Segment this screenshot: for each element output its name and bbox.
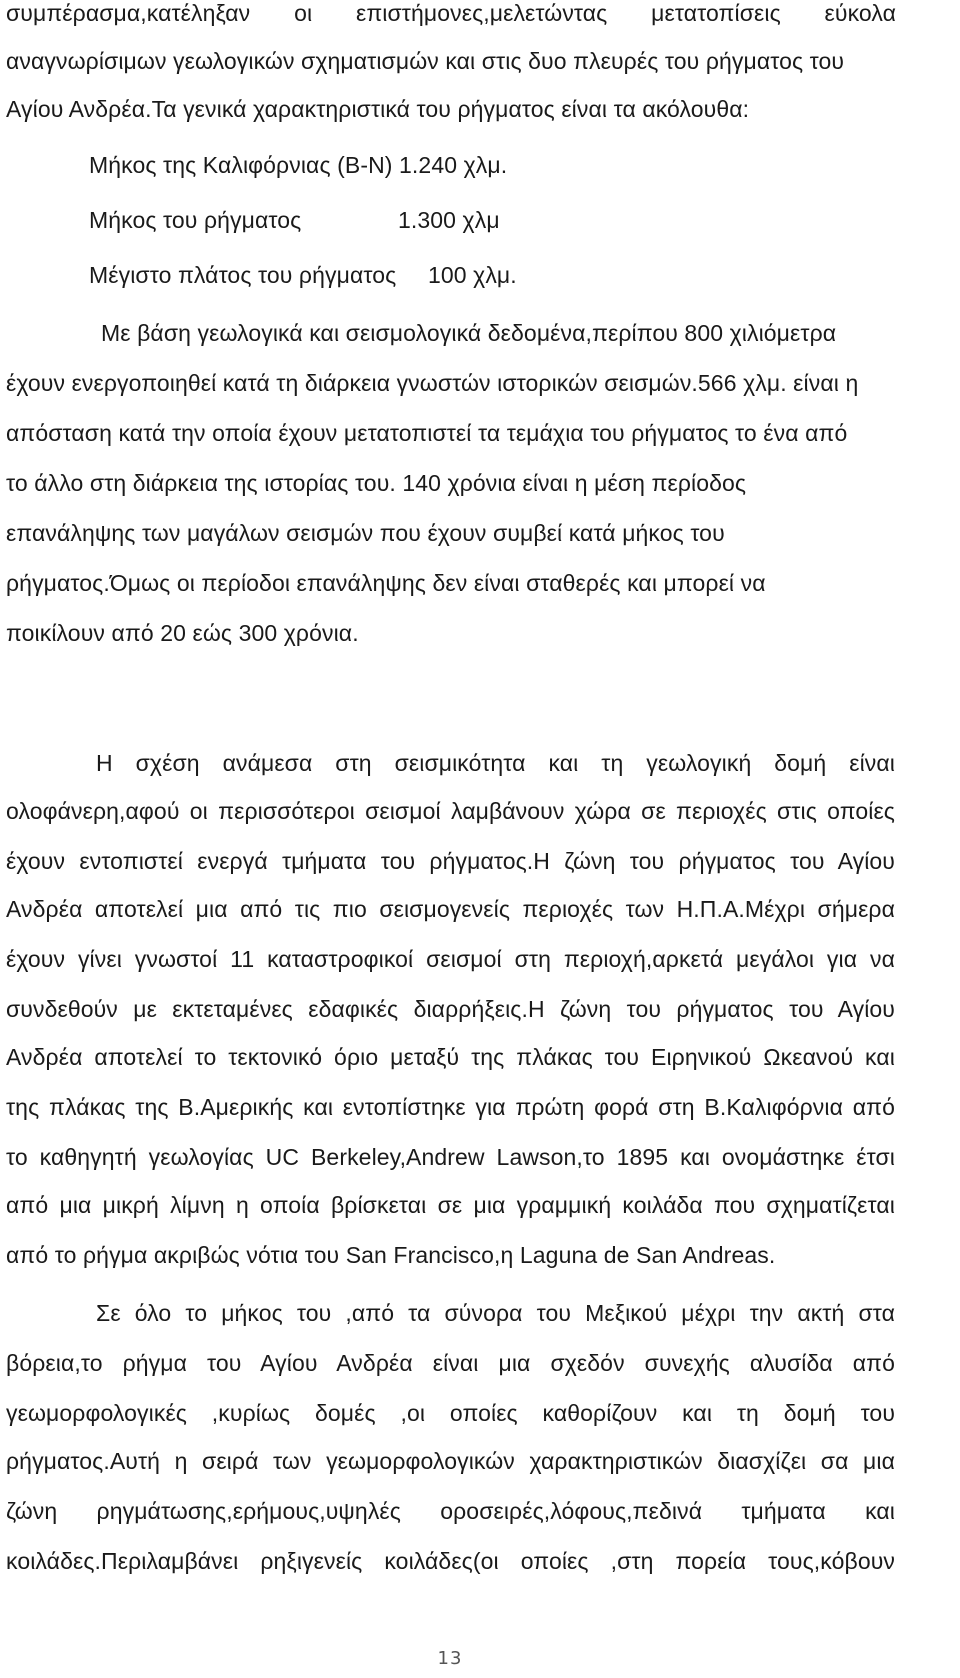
paragraph2-line: συνδεθούν με εκτεταμένες εδαφικές διαρρήξεις.Η ζώνη του ρήγματος του Αγίου <box>6 996 895 1022</box>
fault-length-label: Μήκος του ρήγματος <box>89 207 302 233</box>
max-width-label: Μέγιστο πλάτος του ρήγματος <box>89 262 397 288</box>
paragraph1-line: έχουν ενεργοποιηθεί κατά τη διάρκεια γνωστών ιστορικών σεισμών.566 χλμ. είναι η <box>6 370 859 396</box>
paragraph3-line: Σε όλο το μήκος του ,από τα σύνορα του Μεξικού μέχρι την ακτή στα <box>96 1300 895 1326</box>
paragraph2-line: έχουν γίνει γνωστοί 11 καταστροφικοί σεισμοί στη περιοχή,αρκετά μεγάλοι για να <box>6 946 895 972</box>
paragraph3-line: ζώνη ρηγμάτωσης,ερήμους,υψηλές οροσειρές,λόφους,πεδινά τμήματα και <box>6 1498 895 1524</box>
page-number: 13 <box>437 1648 463 1669</box>
intro-word: επιστήμονες,μελετώντας <box>355 0 608 26</box>
paragraph2-line: της πλάκας της Β.Αμερικής και εντοπίστηκε για πρώτη φορά στη Β.Καλιφόρνια από <box>6 1094 895 1120</box>
paragraph3-line: κοιλάδες.Περιλαμβάνει ρηξιγενείς κοιλάδες(οι οποίες ,στη πορεία τους,κόβουν <box>6 1548 895 1574</box>
intro-word: συμπέρασμα,κατέληξαν <box>6 0 251 26</box>
paragraph1-line: Με βάση γεωλογικά και σεισμολογικά δεδομένα,περίπου 800 χιλιόμετρα <box>101 320 837 346</box>
paragraph3-line: βόρεια,το ρήγμα του Αγίου Ανδρέα είναι μια σχεδόν συνεχής αλυσίδα από <box>6 1350 895 1376</box>
paragraph1-line: ποικίλουν από 20 εώς 300 χρόνια. <box>6 620 359 646</box>
intro-line-2: αναγνωρίσιμων γεωλογικών σχηματισμών και στις δυο πλευρές του ρήγματος του <box>6 48 845 74</box>
paragraph2-line: Η σχέση ανάμεσα στη σεισμικότητα και τη γεωλογική δομή είναι <box>96 750 895 776</box>
intro-word: οι <box>294 0 313 26</box>
max-width-value: 100 χλμ. <box>428 262 517 288</box>
paragraph1-line: το άλλο στη διάρκεια της ιστορίας του. 140 χρόνια είναι η μέση περίοδος <box>6 470 747 496</box>
paragraph2-line: το καθηγητή γεωλογίας UC Berkeley,Andrew Lawson,το 1895 και ονομάστηκε έτσι <box>6 1144 895 1170</box>
paragraph1-line: απόσταση κατά την οποία έχουν μετατοπιστεί τα τεμάχια του ρήγματος το ένα από <box>6 420 848 446</box>
paragraph2-line: από το ρήγμα ακριβώς νότια του San Francisco,η Laguna de San Andreas. <box>6 1242 776 1268</box>
intro-line-3: Αγίου Ανδρέα.Τα γενικά χαρακτηριστικά του ρήγματος είναι τα ακόλουθα: <box>6 96 750 122</box>
california-length: Μήκος της Καλιφόρνιας (Β-Ν) 1.240 χλμ. <box>89 152 508 178</box>
paragraph2-line: από μια μικρή λίμνη η οποία βρίσκεται σε μια γραμμική κοιλάδα που σχηματίζεται <box>6 1192 895 1218</box>
intro-word: μετατοπίσεις <box>651 0 781 26</box>
paragraph2-line: ολοφάνερη,αφού οι περισσότεροι σεισμοί λαμβάνουν χώρα σε περιοχές στις οποίες <box>6 798 895 824</box>
paragraph3-line: γεωμορφολογικές ,κυρίως δομές ,οι οποίες καθορίζουν και τη δομή του <box>6 1400 895 1426</box>
paragraph1-line: ρήγματος.Όμως οι περίοδοι επανάληψης δεν είναι σταθερές και μπορεί να <box>6 570 766 596</box>
paragraph1-line: επανάληψης των μαγάλων σεισμών που έχουν συμβεί κατά μήκος του <box>6 520 725 546</box>
paragraph2-line: έχουν εντοπιστεί ενεργά τμήματα του ρήγματος.Η ζώνη του ρήγματος του Αγίου <box>6 848 895 874</box>
intro-line-1 <box>6 0 896 28</box>
intro-word: εύκολα <box>824 0 896 26</box>
paragraph3-line: ρήγματος.Αυτή η σειρά των γεωμορφολογικών χαρακτηριστικών διασχίζει σα μια <box>6 1448 895 1474</box>
fault-length-value: 1.300 χλμ <box>398 207 500 233</box>
paragraph2-line: Ανδρέα αποτελεί μια από τις πιο σεισμογενείς περιοχές των Η.Π.Α.Μέχρι σήμερα <box>6 896 895 922</box>
paragraph2-line: Ανδρέα αποτελεί το τεκτονικό όριο μεταξύ της πλάκας του Ειρηνικού Ωκεανού και <box>6 1044 895 1070</box>
